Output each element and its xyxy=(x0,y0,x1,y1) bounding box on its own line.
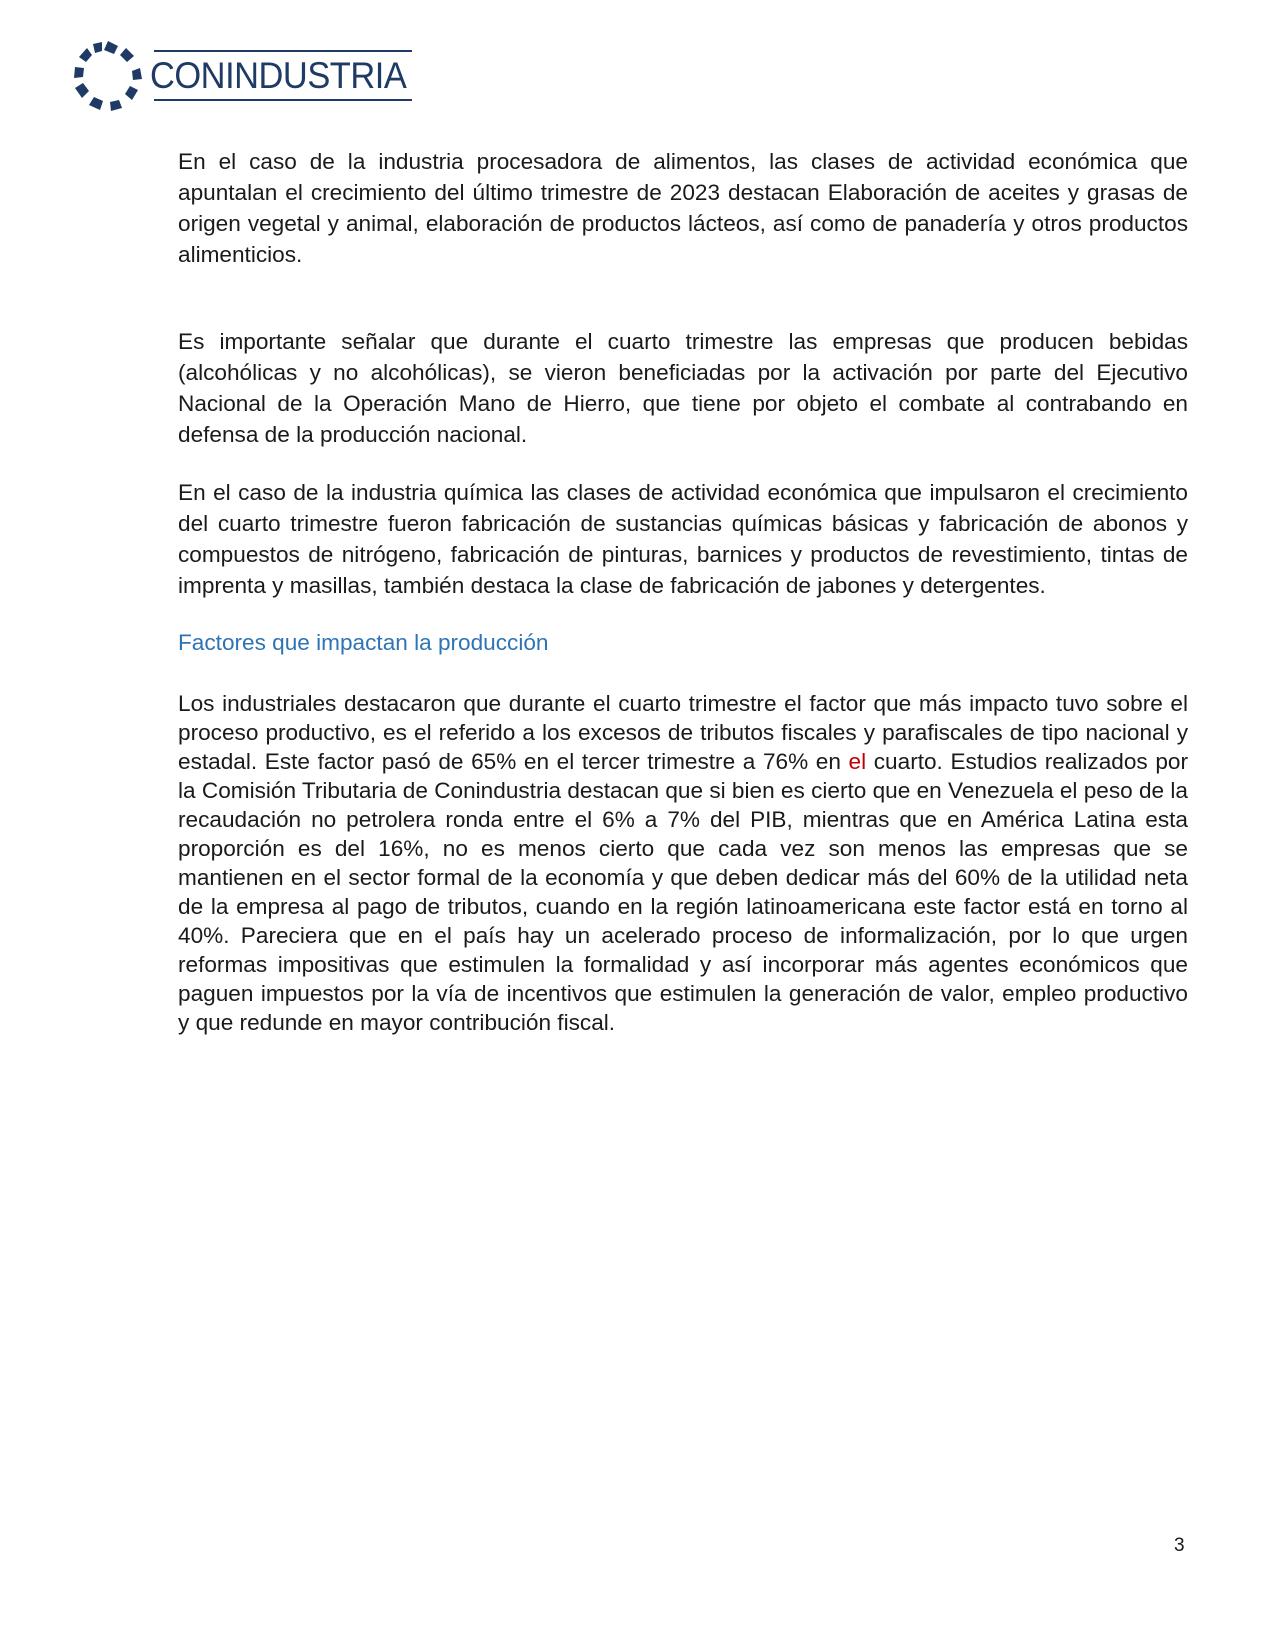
section-heading: Factores que impactan la producción xyxy=(178,630,549,655)
spacer xyxy=(178,601,1188,627)
conindustria-ring-logo-icon xyxy=(70,38,146,114)
paragraph-tax-factors-part2: cuarto. Estudios realizados por la Comisión Tributaria de Conindustria destacan que si bien es cierto que en Venezuela el peso de la recaudación no petrolera ronda entre el 6% a 7% del PIB, mientras que en América Latina esta proporción es del 16%, no es menos cierto que cada vez son menos las empresas que se mantienen en el sector formal de la economía y que deben dedicar más del 60% de la utilidad neta de la empresa al pago de tributos, cuando en la región latinoamericana este factor está en torno al 40%. Pareciera que en el país hay un acelerado proceso de informalización, por lo que urgen reformas impositivas que estimulen la formalidad y así incorporar más agentes económicos que paguen impuestos por la vía de incentivos que estimulen la generación de valor, empleo productivo y que redunde en mayor contribución fiscal. xyxy=(178,749,1188,1035)
conindustria-logo xyxy=(70,38,420,114)
paragraph-beverages: Es importante señalar que durante el cuarto trimestre las empresas que producen bebidas (alcohólicas y no alcohólicas), se vieron beneficiadas por la activación por parte del Ejecutivo Nacional de la Operación Mano de Hierro, que tiene por objeto el combate al contrabando en defensa de la producción nacional. xyxy=(178,329,1188,447)
spacer xyxy=(178,450,1188,477)
logo-rule-top xyxy=(154,50,412,52)
paragraph-food-industry: En el caso de la industria procesadora de alimentos, las clases de actividad económica que apuntalan el crecimiento del último trimestre de 2023 destacan Elaboración de aceites y grasas de origen vegetal y animal, elaboración de productos lácteos, así como de panadería y otros productos alimenticios. xyxy=(178,149,1188,267)
spacer xyxy=(178,270,1188,326)
logo-wordmark: CONINDUSTRIA xyxy=(150,55,407,96)
page-number: 3 xyxy=(1174,1535,1185,1556)
logo-rule-bottom xyxy=(154,99,412,101)
highlighted-word: el xyxy=(848,749,867,774)
paragraph-chemical-industry: En el caso de la industria química las clases de actividad económica que impulsaron el crecimiento del cuarto trimestre fueron fabricación de sustancias químicas básicas y fabricación de abonos y compuestos de nitrógeno, fabricación de pinturas, barnices y productos de revestimiento, tintas de imprenta y masillas, también destaca la clase de fabricación de jabones y detergentes. xyxy=(178,480,1188,598)
document-body xyxy=(178,146,1188,1037)
spacer xyxy=(178,658,1188,689)
paragraph-tax-factors xyxy=(178,689,1188,1037)
paragraph-tax-factors-part1: Los industriales destacaron que durante el cuarto trimestre el factor que más impacto tuvo sobre el proceso productivo, es el referido a los excesos de tributos fiscales y parafiscales de tipo nacional y estadal. Este factor pasó de 65% en el tercer trimestre a 76% en xyxy=(178,691,1188,774)
